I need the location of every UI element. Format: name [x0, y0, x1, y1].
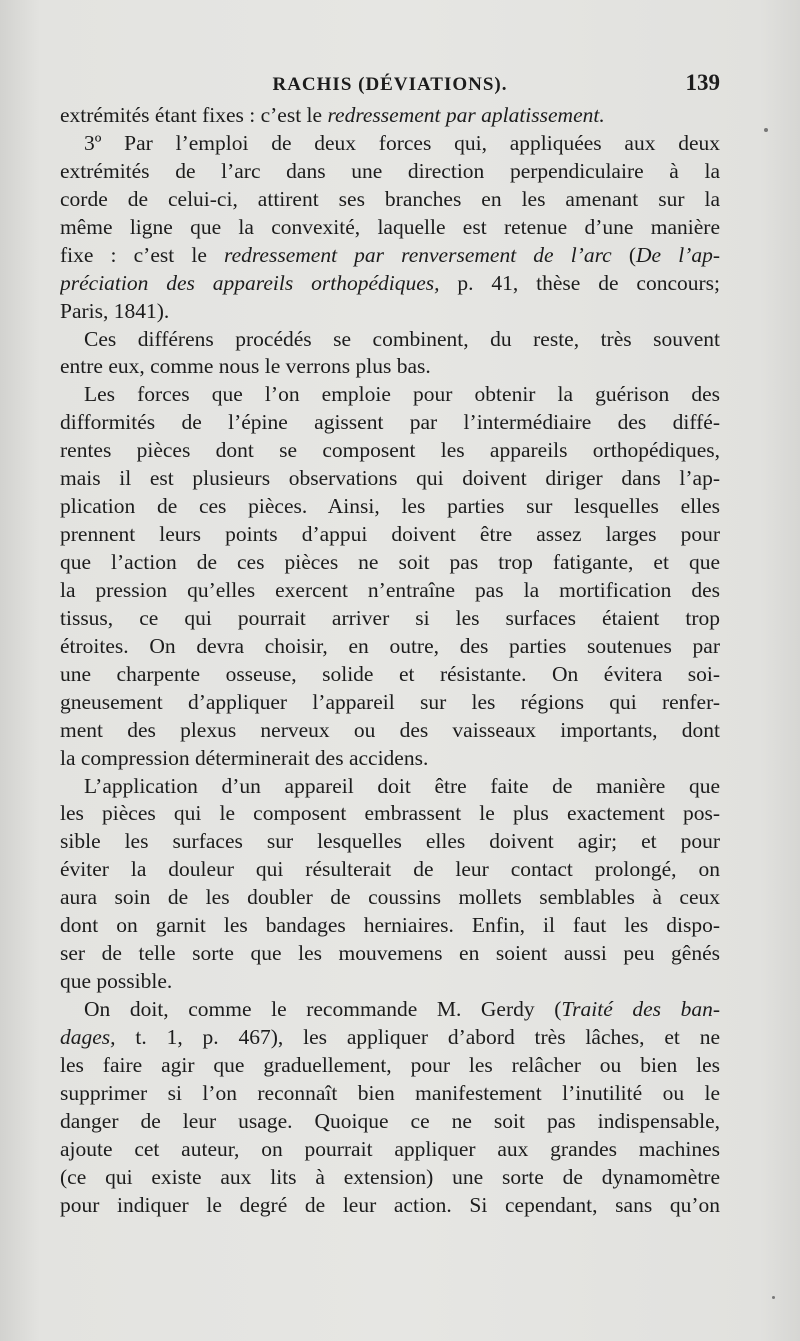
text-line	[60, 856, 720, 884]
text-run: entre eux, comme nous le verrons plus bas.	[60, 354, 431, 379]
text-run: une charpente osseuse, solide et résistante. On évitera soi-	[60, 661, 720, 686]
text-line	[60, 493, 720, 521]
text-line	[60, 1108, 720, 1136]
text-line	[60, 102, 720, 130]
text-line	[60, 773, 720, 801]
text-run: extrémités de l’arc dans une direction perpendiculaire à la	[60, 158, 720, 183]
text-line	[60, 968, 720, 996]
page-header	[60, 70, 720, 104]
text-run: étroites. On devra choisir, en outre, des parties soutenues par	[60, 633, 720, 658]
text-line	[60, 437, 720, 465]
text-run: p. 41, thèse de concours;	[439, 270, 720, 295]
text-run: rentes pièces dont se composent les appareils orthopédiques,	[60, 438, 720, 463]
text-line	[60, 1080, 720, 1108]
text-run: 3º Par l’emploi de deux forces qui, appliquées aux deux	[84, 130, 720, 155]
text-line	[60, 214, 720, 242]
text-line	[60, 577, 720, 605]
text-run: L’application d’un appareil doit être faite de manière que	[84, 773, 720, 798]
text-run: On doit, comme le recommande M. Gerdy (	[84, 997, 562, 1021]
text-line	[60, 130, 720, 158]
text-line	[60, 158, 720, 186]
text-line	[60, 353, 720, 381]
text-run: que possible.	[60, 969, 173, 994]
text-run: fixe : c’est le	[60, 242, 224, 267]
text-line	[60, 689, 720, 717]
text-line	[60, 409, 720, 437]
text-line	[60, 270, 720, 298]
text-line	[60, 465, 720, 493]
text-line	[60, 1192, 720, 1220]
italic-text: Traité des ban-	[561, 997, 720, 1021]
text-line	[60, 186, 720, 214]
text-run: Paris, 1841).	[60, 298, 170, 323]
text-run: les faire agir que graduellement, pour les relâcher ou bien les	[60, 1052, 720, 1077]
text-run: plication de ces pièces. Ainsi, les parties sur lesquelles elles	[60, 494, 720, 519]
text-line	[60, 745, 720, 773]
text-run: difformités de l’épine agissent par l’intermédiaire des diffé-	[60, 410, 720, 435]
text-run: que l’action de ces pièces ne soit pas trop fatigante, et que	[60, 550, 720, 574]
italic-text: dages,	[60, 1024, 116, 1049]
text-line	[60, 326, 720, 354]
text-run: dont on garnit les bandages herniaires. Enfin, il faut les dispo-	[60, 913, 720, 938]
text-run: danger de leur usage. Quoique ce ne soit pas indispensable,	[60, 1108, 720, 1133]
text-line	[60, 381, 720, 409]
text-line	[60, 298, 720, 326]
text-line	[60, 661, 720, 689]
text-line	[60, 1136, 720, 1164]
text-line	[60, 800, 720, 828]
text-run: ajoute cet auteur, on pourrait appliquer aux grandes machines	[60, 1136, 720, 1161]
text-run: supprimer si l’on reconnaît bien manifestement l’inutilité ou le	[60, 1080, 720, 1105]
text-line	[60, 828, 720, 856]
text-run: la compression déterminerait des accidens.	[60, 745, 429, 770]
text-line	[60, 1024, 720, 1052]
italic-text: préciation des appareils orthopédiques,	[60, 270, 440, 295]
text-run: Les forces que l’on emploie pour obtenir la guérison des	[84, 382, 720, 407]
text-line	[60, 1052, 720, 1080]
text-line	[60, 242, 720, 270]
text-run: même ligne que la convexité, laquelle est retenue d’une manière	[60, 214, 720, 239]
text-run: Ces différens procédés se combinent, du reste, très souvent	[84, 326, 720, 351]
text-line	[60, 996, 720, 1024]
text-run: tissus, ce qui pourrait arriver si les surfaces étaient trop	[60, 605, 720, 630]
text-run: (	[611, 242, 636, 267]
text-run: gneusement d’appliquer l’appareil sur les régions qui renfer-	[60, 689, 720, 714]
text-run: ser de telle sorte que les mouvemens en soient aussi peu gênés	[60, 941, 720, 966]
ink-spot	[772, 1296, 775, 1299]
page-number: 139	[685, 70, 720, 95]
text-line	[60, 717, 720, 745]
text-run: aura soin de les doubler de coussins mollets semblables à ceux	[60, 885, 720, 910]
italic-text: redressement par renversement de l’arc	[224, 242, 612, 267]
ink-spot	[764, 128, 768, 132]
text-line	[60, 549, 720, 577]
text-run: corde de celui-ci, attirent ses branches en les amenant sur la	[60, 186, 720, 211]
text-run: la pression qu’elles exercent n’entraîne pas la mortification des	[60, 577, 720, 602]
text-run: mais il est plusieurs observations qui doivent diriger dans l’ap-	[60, 466, 720, 491]
text-run: les pièces qui le composent embrassent le plus exactement pos-	[60, 801, 720, 826]
text-line	[60, 1164, 720, 1192]
text-line	[60, 884, 720, 912]
text-line	[60, 940, 720, 968]
text-run: pour indiquer le degré de leur action. Si cependant, sans qu’on	[60, 1192, 720, 1217]
italic-text: redressement par aplatissement.	[327, 103, 605, 127]
text-line	[60, 521, 720, 549]
text-run: (ce qui existe aux lits à extension) une sorte de dynamomètre	[60, 1164, 720, 1189]
text-line	[60, 633, 720, 661]
text-run: extrémités étant fixes : c’est le	[60, 103, 328, 127]
text-run: éviter la douleur qui résulterait de leur contact prolongé, on	[60, 857, 720, 882]
body-text	[60, 102, 720, 1220]
italic-text: De l’ap-	[636, 242, 720, 267]
running-head: RACHIS (DÉVIATIONS).	[272, 74, 508, 95]
text-run: ment des plexus nerveux ou des vaisseaux importants, dont	[60, 717, 720, 742]
text-line	[60, 912, 720, 940]
text-run: prennent leurs points d’appui doivent être assez larges pour	[60, 522, 720, 547]
text-run: t. 1, p. 467), les appliquer d’abord très lâches, et ne	[115, 1024, 720, 1049]
text-line	[60, 605, 720, 633]
text-run: sible les surfaces sur lesquelles elles doivent agir; et pour	[60, 829, 720, 854]
